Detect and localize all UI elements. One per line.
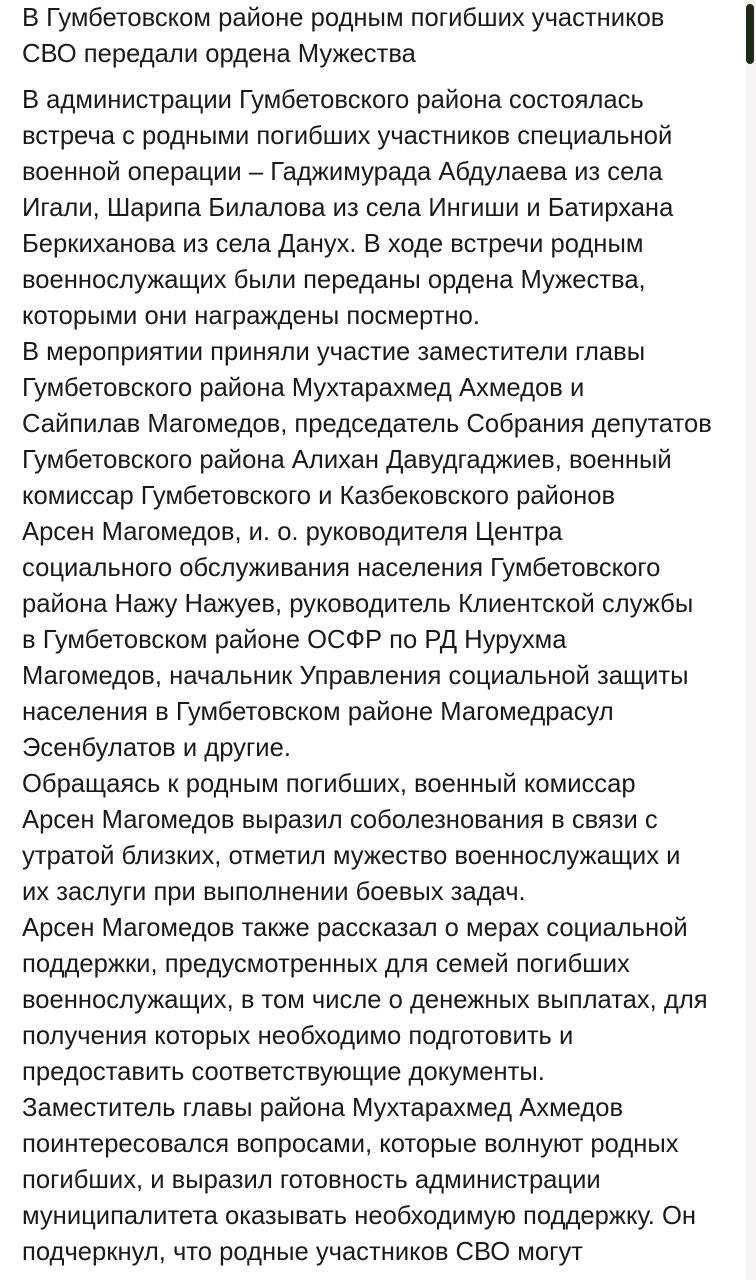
body-line: встреча с родными погибших участников специальной (22, 122, 673, 150)
body-line: утратой близких, отметил мужество военнослужащих и (22, 842, 681, 870)
body-line: которыми они награждены посмертно. (22, 302, 480, 330)
body-line: военнослужащих были переданы ордена Мужества, (22, 266, 646, 294)
body-line: муниципалитета оказывать необходимую поддержку. Он (22, 1202, 696, 1230)
body-line: Магомедов, начальник Управления социальной защиты (22, 662, 689, 690)
body-line: поддержки, предусмотренных для семей погибших (22, 950, 630, 978)
body-line: района Нажу Нажуев, руководитель Клиентской службы (22, 590, 694, 618)
title-gap (22, 72, 756, 82)
body-line: в Гумбетовском районе ОСФР по РД Нурухма (22, 626, 567, 654)
body-line: Беркиханова из села Данух. В ходе встречи родным (22, 230, 644, 258)
body-line: их заслуги при выполнении боевых задач. (22, 878, 526, 906)
body-line: В мероприятии приняли участие заместители главы (22, 338, 646, 366)
body-line: комиссар Гумбетовского и Казбековского районов (22, 482, 616, 510)
body-line: подчеркнул, что родные участников СВО могут (22, 1238, 583, 1266)
body-line: Эсенбулатов и другие. (22, 734, 291, 762)
body-line: Арсен Магомедов, и. о. руководителя Центра (22, 518, 563, 546)
body-line: погибших, и выразил готовность администрации (22, 1166, 601, 1194)
body-line: социального обслуживания населения Гумбетовского (22, 554, 661, 582)
body-line: предоставить соответствующие документы. (22, 1058, 545, 1086)
body-line: Сайпилав Магомедов, председатель Собрания депутатов (22, 410, 712, 438)
body-line: В администрации Гумбетовского района состоялась (22, 86, 644, 114)
body-line: Гумбетовского района Мухтарахмед Ахмедов и (22, 374, 585, 402)
body-line: Обращаясь к родным погибших, военный комиссар (22, 770, 636, 798)
body-line: Заместитель главы района Мухтарахмед Ахмедов (22, 1094, 624, 1122)
body-line: военной операции – Гаджимурада Абдулаева из села (22, 158, 663, 186)
body-line: получения которых необходимо подготовить и (22, 1022, 574, 1050)
body-line: военнослужащих, в том числе о денежных выплатах, для (22, 986, 708, 1014)
title-line: В Гумбетовском районе родным погибших участников (22, 4, 665, 32)
body-line: Гумбетовского района Алихан Давудгаджиев, военный (22, 446, 672, 474)
article-body (22, 82, 756, 1270)
body-line: поинтересовался вопросами, которые волнуют родных (22, 1130, 679, 1158)
body-line: Арсен Магомедов также рассказал о мерах социальной (22, 914, 688, 942)
body-line: Игали, Шарипа Билалова из села Ингиши и Батирхана (22, 194, 674, 222)
article-title (22, 0, 756, 72)
news-article (22, 0, 756, 1270)
title-line: СВО передали ордена Мужества (22, 40, 416, 68)
body-line: населения в Гумбетовском районе Магомедрасул (22, 698, 614, 726)
body-line: Арсен Магомедов выразил соболезнования в связи с (22, 806, 658, 834)
